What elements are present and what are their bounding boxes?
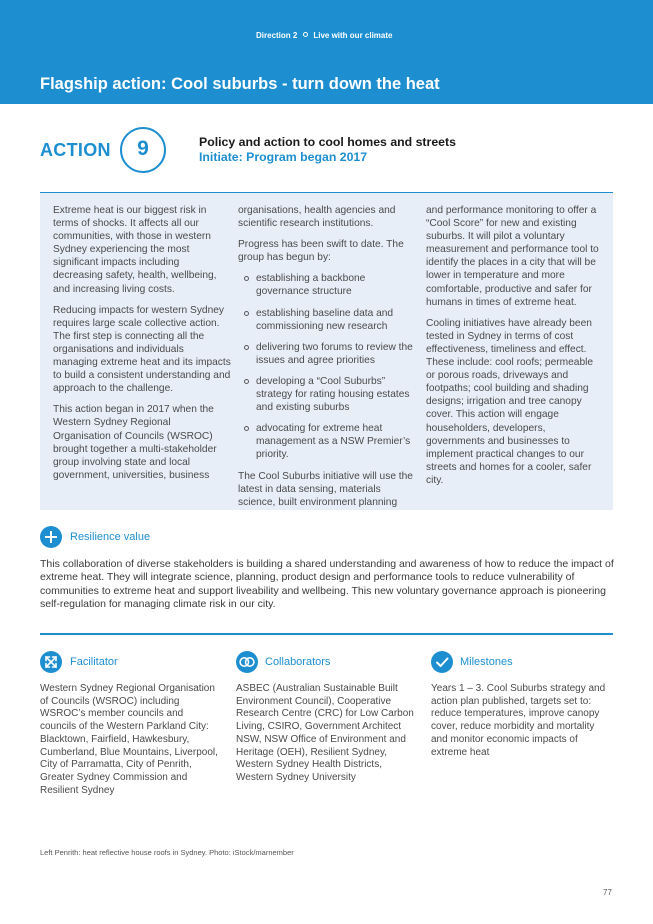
bullet-icon [244,345,249,350]
paragraph: organisations, health agencies and scientific research institutions. [238,205,396,230]
bullet-icon [244,379,249,384]
action-number-badge: 9 [120,127,166,173]
description-column-2 [238,204,416,517]
list-item: advocating for extreme heat management as a NSW Premier’s priority. [238,422,416,461]
list-item: establishing a backbone governance structure [238,272,416,298]
list-item: delivering two forums to review the issues and agree priorities [238,341,416,367]
action-heading: Policy and action to cool homes and streets [199,135,456,149]
facilitator-text: Western Sydney Regional Organisation of Councils (WSROC) including WSROC’s member councils and councils of the Western Parkland City: Blacktown, Fairfield, Hawkesbury, Cumberland, Blue Mountains, Liverpool, City of Parramatta, City of Penrith, Greater Sydney Commission and Resilient Sydney [40,683,218,796]
action-description-box [40,192,613,510]
page-number: 77 [603,888,612,897]
description-column-3 [426,204,604,495]
photo-caption: Left Penrith: heat reflective house roofs in Sydney. Photo: iStock/marnember [40,848,294,857]
checkmark-icon [431,651,453,673]
paragraph: The Cool Suburbs initiative will use the latest in data sensing, materials science, built environment planning [238,470,413,508]
breadcrumb-direction: Direction 2 [256,31,298,40]
paragraph: Reducing impacts for western Sydney requires large scale collective action. The first step is connecting all the organisations and individuals managing extreme heat and its impacts to build a consistent understanding and approach to the challenge. [53,304,231,395]
linked-circles-icon [236,651,258,673]
bullet-icon [244,276,249,281]
action-label: ACTION [40,140,111,160]
facilitator-title: Facilitator [70,656,118,668]
milestones-title: Milestones [460,656,513,668]
bullet-icon [244,311,249,316]
description-column-1 [53,204,231,490]
milestones-text: Years 1 – 3. Cool Suburbs strategy and action plan published, targets set to: reduce temperatures, improve canopy cover, reduce morbidity and mortality and monitor economic impacts of extreme heat [431,683,606,758]
expand-arrows-icon [40,651,62,673]
paragraph: Progress has been swift to date. The group has begun by: [238,239,404,264]
breadcrumb-separator-icon [303,32,308,37]
progress-list [238,272,416,461]
paragraph: Extreme heat is our biggest risk in terms of shocks. It affects all our communities, with those in western Sydney experiencing the most significant impacts including decreasing safety, health, wellbeing, and increasing living costs. [53,205,217,295]
header-band [0,0,653,104]
resilience-text: This collaboration of diverse stakeholders is building a shared understanding and awareness of how to reduce the impact of extreme heat. They will integrate science, planning, product design and performance tools to reduce vulnerability of communities to extreme heat and support liveability and wellbeing. This new voluntary governance approach is pioneering self-regulation for managing climate risk in our city. [40,558,614,610]
plus-icon [40,526,62,548]
resilience-title: Resilience value [70,531,151,543]
collaborators-text: ASBEC (Australian Sustainable Built Environment Council), Cooperative Research Centre (CRC) for Low Carbon Living, CSIRO, Government Architect NSW, NSW Office of Environment and Heritage (OEH), Resilient Sydney, Western Sydney Health Districts, Western Sydney University [236,683,414,783]
divider [40,633,613,635]
breadcrumb [256,31,392,40]
page-title: Flagship action: Cool suburbs - turn down the heat [40,75,440,93]
paragraph: and performance monitoring to offer a “Cool Score” for new and existing suburbs. It will pilot a voluntary measurement and performance tool to identify the places in a city that will be lower in temperature and more comfortable, productive and safer for humans in times of extreme heat. [426,205,599,308]
paragraph: This action began in 2017 when the Western Sydney Regional Organisation of Councils (WSROC) brought together a multi-stakeholder group involving state and local government, universities, business [53,404,217,481]
paragraph: Cooling initiatives have already been tested in Sydney in terms of cost effectiveness, timeliness and effect. These include: cool roofs; permeable or porous roads, driveways and footpaths; cool building and shading designs; irrigation and tree canopy cover. This action will engage householders, developers, governments and businesses to implement practical changes to our streets and homes for a cooler, safer city. [426,317,594,486]
list-item: establishing baseline data and commissioning new research [238,307,416,333]
breadcrumb-direction-title: Live with our climate [313,31,393,40]
action-initiate: Initiate: Program began 2017 [199,150,368,164]
collaborators-title: Collaborators [265,656,331,668]
bullet-icon [244,426,249,431]
list-item: developing a “Cool Suburbs” strategy for rating housing estates and existing suburbs [238,375,416,414]
